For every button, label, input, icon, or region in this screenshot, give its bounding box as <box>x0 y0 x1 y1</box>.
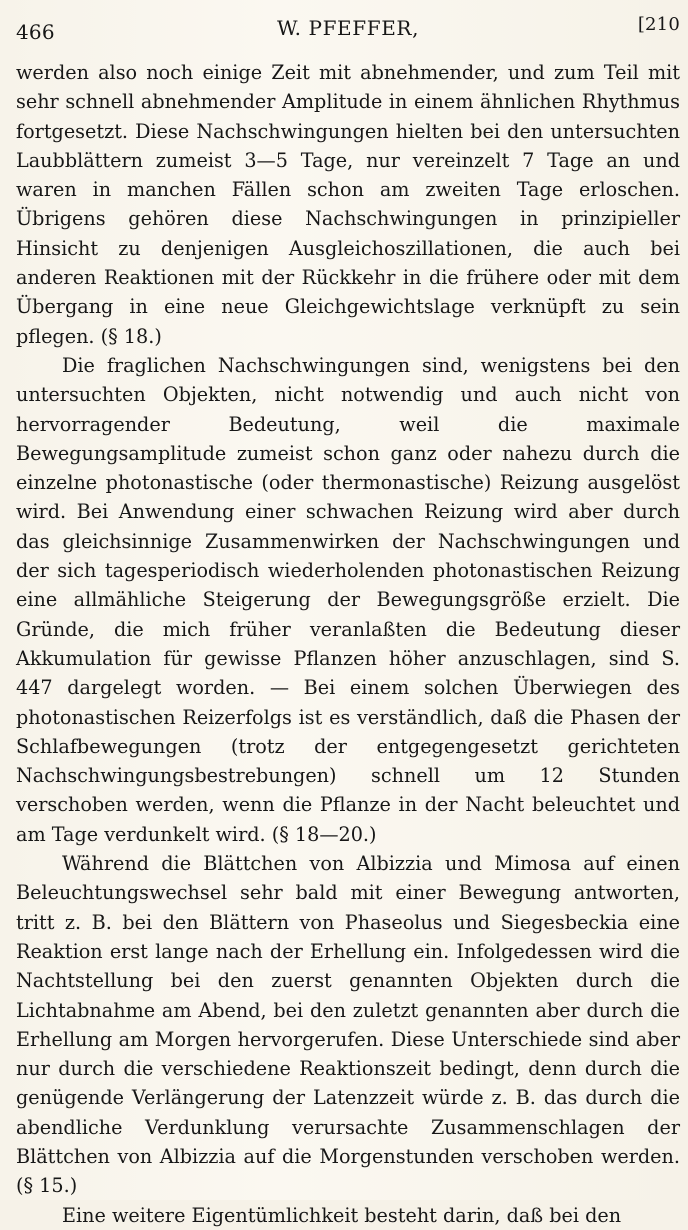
body-text <box>16 58 680 1230</box>
page-header <box>16 14 680 58</box>
paragraph-3: Während die Blättchen von Albizzia und Mimosa auf einen Beleuchtungswechsel sehr bald mit einer Bewegung antworten, tritt z. B. bei den Blättern von Phaseolus und Siegesbeckia eine Reaktion erst lange nach der Erhellung ein. Infolgedessen wird die Nachtstellung bei den zuerst genannten Objekten durch die Lichtabnahme am Abend, bei den zuletzt genannten aber durch die Erhellung am Morgen hervorgerufen. Diese Unterschiede sind aber nur durch die verschiedene Reaktionszeit bedingt, denn durch die genügende Verlängerung der Latenzzeit würde z. B. das durch die abendliche Verdunklung verursachte Zusammenschlagen der Blättchen von Albizzia auf die Morgenstunden verschoben werden. (§ 15.) <box>16 852 680 1198</box>
running-head: W. PFEFFER, <box>276 16 420 40</box>
paragraph-4: Eine weitere Eigentümlichkeit besteht darin, daß bei den <box>62 1203 622 1227</box>
page-number: 466 <box>16 20 55 44</box>
paragraph-2: Die fraglichen Nachschwingungen sind, wenigstens bei den untersuchten Objekten, nicht notwendig und auch nicht von hervorragender Bedeutung, weil die maximale Bewegungsamplitude zumeist schon ganz oder nahezu durch die einzelne photonastische (oder thermonastische) Reizung ausgelöst wird. Bei Anwendung einer schwachen Reizung wird aber durch das gleichsinnige Zusammenwirken der Nachschwingungen und der sich tagesperiodisch wiederholenden photonastischen Reizung eine allmähliche Steigerung der Bewegungsgröße erzielt. Die Gründe, die mich früher veranlaßten die Bedeutung dieser Akkumulation für gewisse Pflanzen höher anzuschlagen, sind S. 447 dargelegt worden. — Bei einem solchen Überwiegen des photonastischen Reizerfolgs ist es verständlich, daß die Phasen der Schlafbewegungen (trotz der entgegengesetzt gerichteten Nachschwingungsbestrebungen) schnell um 12 Stunden verschoben werden, wenn die Pflanze in der Nacht beleuchtet und am Tage verdunkelt wird. (§ 18—20.) <box>16 353 680 846</box>
paragraph-1: werden also noch einige Zeit mit abnehmender, und zum Teil mit sehr schnell abnehmender Amplitude in einem ähnlichen Rhythmus fortgesetzt. Diese Nachschwingungen hielten bei den untersuchten Laubblättern zumeist 3—5 Tage, nur vereinzelt 7 Tage an und waren in manchen Fällen schon am zweiten Tage erloschen. Übrigens gehören diese Nachschwingungen in prinzipieller Hinsicht zu denjenigen Ausgleichoszillationen, die auch bei anderen Reaktionen mit der Rückkehr in die frühere oder mit dem Übergang in eine neue Gleichgewichtslage verknüpft zu sein pflegen. (§ 18.) <box>16 61 680 348</box>
page-marker: [210 <box>637 14 680 35</box>
